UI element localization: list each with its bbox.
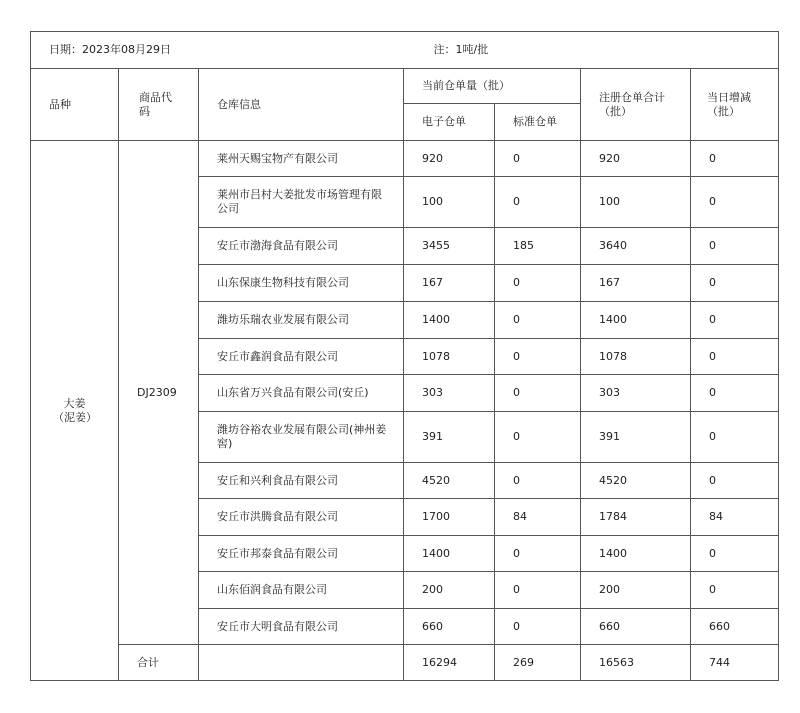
col-header-warehouse: 仓库信息 [199, 69, 404, 141]
standard-receipts-cell: 0 [495, 375, 581, 412]
electronic-receipts-cell: 1400 [404, 536, 495, 572]
standard-receipts-cell: 0 [495, 412, 581, 463]
warehouse-name-cell: 安丘市渤海食品有限公司 [199, 228, 404, 265]
daily-change-cell: 0 [691, 228, 779, 265]
daily-change-cell: 0 [691, 375, 779, 412]
totals-standard-cell: 269 [495, 645, 581, 681]
daily-change-cell: 0 [691, 177, 779, 228]
registered-total-cell: 1400 [581, 536, 691, 572]
registered-total-cell: 303 [581, 375, 691, 412]
product-code-cell: DJ2309 [119, 141, 199, 645]
totals-electronic-cell: 16294 [404, 645, 495, 681]
electronic-receipts-cell: 4520 [404, 463, 495, 499]
daily-change-cell: 0 [691, 265, 779, 302]
warehouse-name-cell: 安丘和兴利食品有限公司 [199, 463, 404, 499]
warehouse-name-cell: 山东保康生物科技有限公司 [199, 265, 404, 302]
electronic-receipts-cell: 1700 [404, 499, 495, 536]
standard-receipts-cell: 0 [495, 302, 581, 339]
col-header-electronic: 电子仓单 [404, 104, 495, 141]
daily-change-cell: 0 [691, 572, 779, 609]
daily-change-cell: 660 [691, 609, 779, 645]
daily-change-cell: 0 [691, 463, 779, 499]
standard-receipts-cell: 0 [495, 339, 581, 375]
standard-receipts-cell: 0 [495, 265, 581, 302]
registered-total-cell: 1784 [581, 499, 691, 536]
registered-total-cell: 1400 [581, 302, 691, 339]
standard-receipts-cell: 0 [495, 572, 581, 609]
col-header-daily-change: 当日增减（批） [691, 69, 779, 141]
standard-receipts-cell: 0 [495, 177, 581, 228]
totals-change-cell: 744 [691, 645, 779, 681]
registered-total-cell: 660 [581, 609, 691, 645]
registered-total-cell: 100 [581, 177, 691, 228]
col-header-code: 商品代码 [119, 69, 199, 141]
electronic-receipts-cell: 1400 [404, 302, 495, 339]
registered-total-cell: 200 [581, 572, 691, 609]
registered-total-cell: 391 [581, 412, 691, 463]
electronic-receipts-cell: 167 [404, 265, 495, 302]
daily-change-cell: 0 [691, 302, 779, 339]
header-row-1 [31, 69, 779, 104]
electronic-receipts-cell: 920 [404, 141, 495, 177]
report-date: 日期：2023年08月29日 [31, 32, 404, 69]
col-header-current-qty: 当前仓单量（批） [404, 69, 581, 104]
standard-receipts-cell: 0 [495, 609, 581, 645]
electronic-receipts-cell: 1078 [404, 339, 495, 375]
standard-receipts-cell: 0 [495, 463, 581, 499]
warehouse-name-cell: 安丘市鑫润食品有限公司 [199, 339, 404, 375]
daily-change-cell: 84 [691, 499, 779, 536]
registered-total-cell: 167 [581, 265, 691, 302]
totals-registered-cell: 16563 [581, 645, 691, 681]
unit-note: 注：1吨/批 [404, 32, 779, 69]
registered-total-cell: 920 [581, 141, 691, 177]
standard-receipts-cell: 0 [495, 141, 581, 177]
electronic-receipts-cell: 303 [404, 375, 495, 412]
totals-row [31, 645, 779, 681]
report-info-row [31, 32, 779, 69]
warehouse-name-cell: 安丘市洪腾食品有限公司 [199, 499, 404, 536]
col-header-variety: 品种 [31, 69, 119, 141]
electronic-receipts-cell: 200 [404, 572, 495, 609]
electronic-receipts-cell: 100 [404, 177, 495, 228]
variety-cell: 大姜（泥姜） [31, 141, 119, 681]
electronic-receipts-cell: 660 [404, 609, 495, 645]
warehouse-name-cell: 莱州天赐宝物产有限公司 [199, 141, 404, 177]
warehouse-name-cell: 安丘市大明食品有限公司 [199, 609, 404, 645]
electronic-receipts-cell: 391 [404, 412, 495, 463]
standard-receipts-cell: 0 [495, 536, 581, 572]
daily-change-cell: 0 [691, 339, 779, 375]
totals-empty-cell [199, 645, 404, 681]
col-header-standard: 标准仓单 [495, 104, 581, 141]
warehouse-name-cell: 潍坊谷裕农业发展有限公司(神州姜窖) [199, 412, 404, 463]
warehouse-receipt-table [30, 31, 779, 681]
totals-label-cell: 合计 [119, 645, 199, 681]
registered-total-cell: 3640 [581, 228, 691, 265]
warehouse-name-cell: 潍坊乐瑞农业发展有限公司 [199, 302, 404, 339]
daily-change-cell: 0 [691, 141, 779, 177]
warehouse-name-cell: 山东省万兴食品有限公司(安丘) [199, 375, 404, 412]
daily-change-cell: 0 [691, 536, 779, 572]
warehouse-name-cell: 安丘市邦泰食品有限公司 [199, 536, 404, 572]
standard-receipts-cell: 185 [495, 228, 581, 265]
warehouse-name-cell: 山东佰润食品有限公司 [199, 572, 404, 609]
col-header-registered-total: 注册仓单合计（批） [581, 69, 691, 141]
registered-total-cell: 4520 [581, 463, 691, 499]
electronic-receipts-cell: 3455 [404, 228, 495, 265]
registered-total-cell: 1078 [581, 339, 691, 375]
table-row [31, 141, 779, 177]
daily-change-cell: 0 [691, 412, 779, 463]
standard-receipts-cell: 84 [495, 499, 581, 536]
warehouse-name-cell: 莱州市吕村大姜批发市场管理有限公司 [199, 177, 404, 228]
